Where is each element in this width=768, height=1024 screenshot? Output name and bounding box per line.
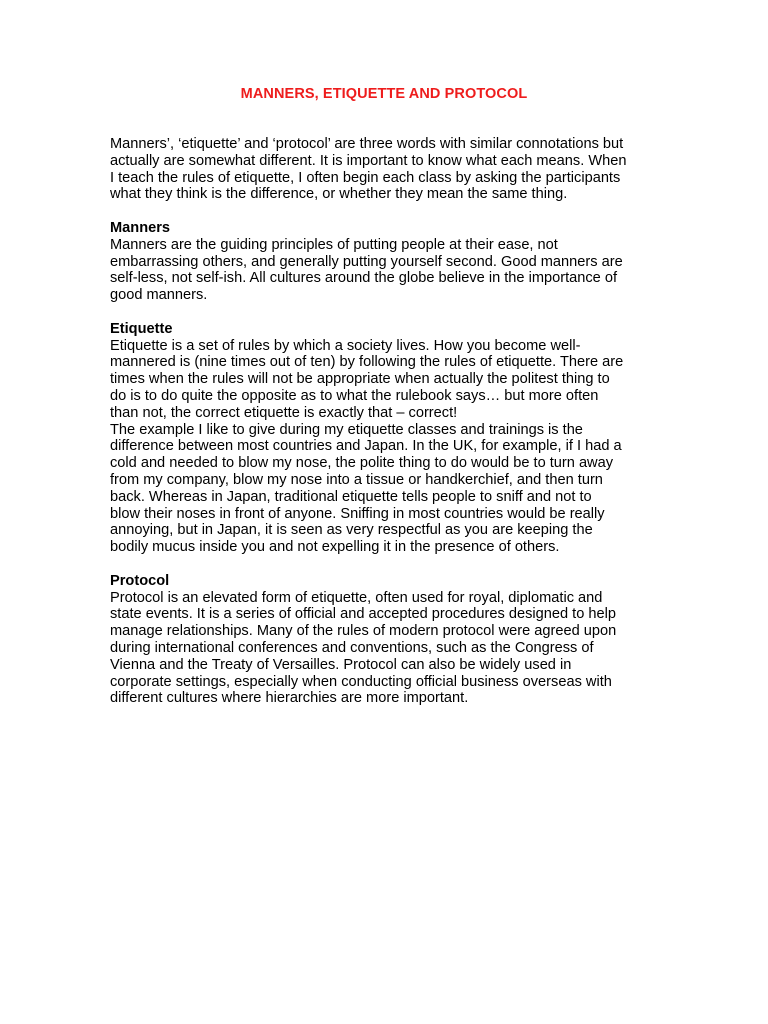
section-paragraph: The example I like to give during my etiquette classes and trainings is the difference between most countries and Japan. In the UK, for example, if I had a cold and needed to blow my nose, the polite thing to do would be to turn away from my company, blow my nose into a tissue or handkerchief, and then turn back. Whereas in Japan, traditional etiquette tells people to sniff and not to blow their noses in front of anyone. Sniffing in most countries would be really annoying, but in Japan, it is seen as very respectful as you are keeping the bodily mucus inside you and not expelling it in the presence of others. — [110, 421, 622, 556]
section-paragraph: Manners are the guiding principles of putting people at their ease, not embarrassing others, and generally putting yourself second. Good manners are self-less, not self-ish. All cultures around the globe believe in the importance of good manners. — [110, 236, 623, 304]
section-paragraph: Protocol is an elevated form of etiquette, often used for royal, diplomatic and state events. It is a series of official and accepted procedures designed to help manage relationships. Many of the rules of modern protocol were agreed upon during international conferences and conventions, such as the Congress of Vienna and the Treaty of Versailles. Protocol can also be widely used in corporate settings, especially when conducting official business overseas with different cultures where hierarchies are more important. — [110, 589, 617, 707]
document-body — [110, 136, 670, 724]
intro-paragraph: Manners’, ‘etiquette’ and ‘protocol’ are three words with similar connotations but actually are somewhat different. It is important to know what each means. When I teach the rules of etiquette, I often begin each class by asking the participants what they think is the difference, or whether they mean the same thing. — [110, 136, 627, 203]
section-heading: Protocol — [110, 572, 170, 589]
section-paragraph: Etiquette is a set of rules by which a society lives. How you become well- mannered is (nine times out of ten) by following the rules of etiquette. There are times when the rules will not be appropriate when actually the politest thing to do is to do quite the opposite as to what the rulebook says… but more often than not, the correct etiquette is exactly that – correct! — [110, 337, 624, 421]
section-manners — [110, 220, 670, 304]
document-title: MANNERS, ETIQUETTE AND PROTOCOL — [240, 86, 528, 102]
section-heading: Manners — [110, 219, 171, 236]
section-etiquette — [110, 321, 670, 556]
section-heading: Etiquette — [110, 320, 173, 337]
section-protocol — [110, 573, 670, 707]
